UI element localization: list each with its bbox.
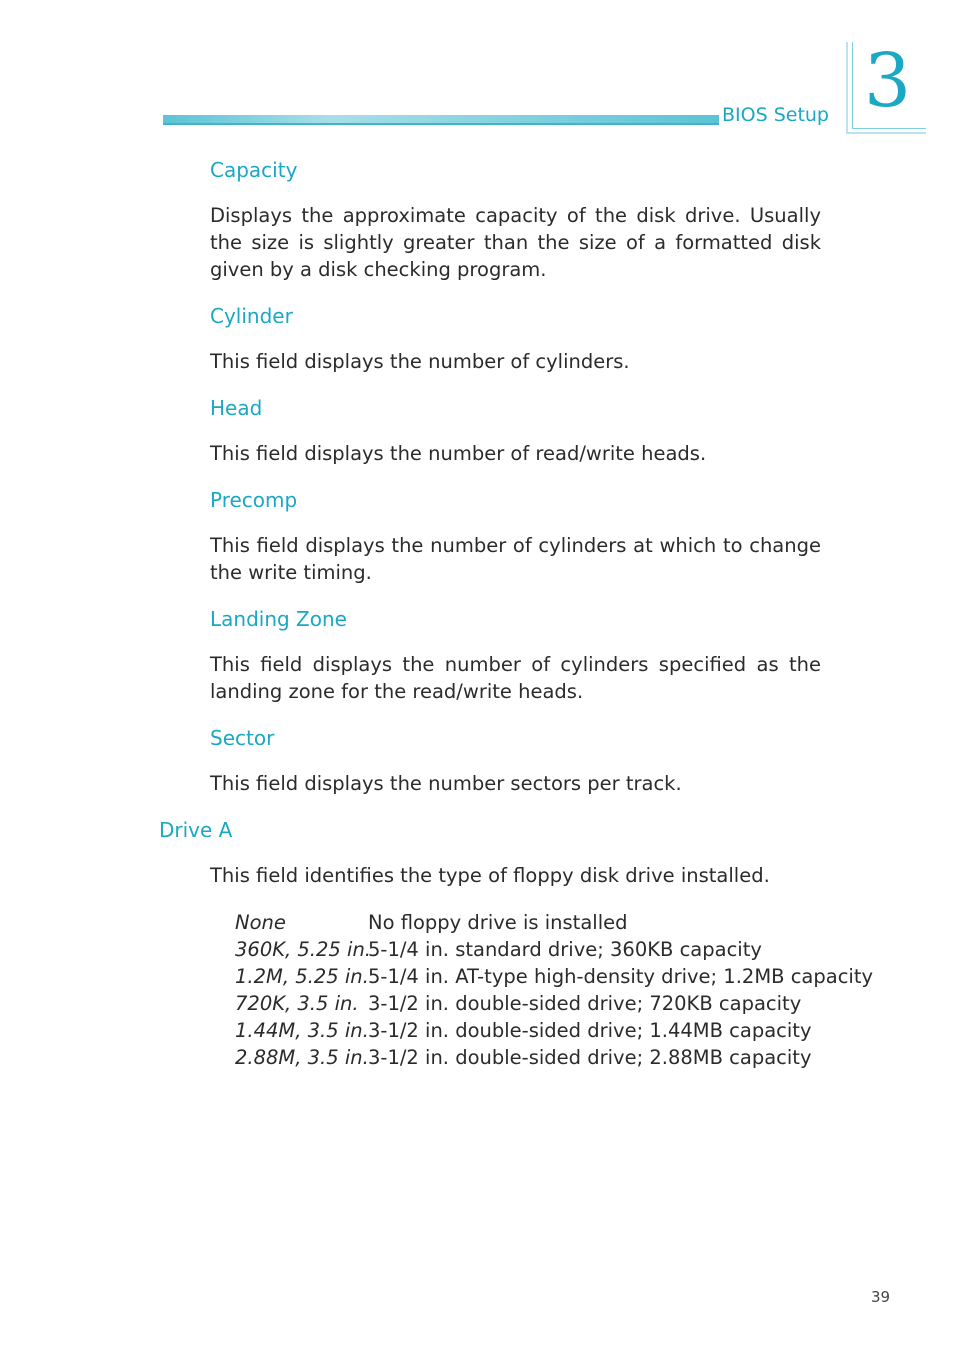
heading-head: Head (210, 396, 263, 420)
paragraph-cylinder: This field displays the number of cylinders. (210, 350, 630, 373)
drive-type-name: 1.44M, 3.5 in. (235, 1019, 369, 1042)
heading-landing-zone: Landing Zone (210, 607, 347, 631)
drive-type-name: None (235, 911, 286, 934)
chapter-frame-line (852, 42, 853, 128)
drive-type-row (235, 1044, 873, 1071)
drive-type-description: 3-1/2 in. double-sided drive; 1.44MB capacity (368, 1019, 812, 1042)
drive-type-table (235, 909, 873, 1071)
drive-type-row (235, 963, 873, 990)
drive-type-row (235, 936, 873, 963)
paragraph-drive-a: This field identifies the type of floppy disk drive installed. (210, 864, 770, 887)
drive-type-row (235, 1017, 873, 1044)
chapter-frame-line (846, 132, 926, 134)
drive-type-name: 720K, 3.5 in. (235, 992, 359, 1015)
heading-capacity: Capacity (210, 158, 298, 182)
heading-drive-a: Drive A (159, 818, 233, 842)
paragraph-head: This field displays the number of read/write heads. (210, 442, 707, 465)
drive-type-description: 3-1/2 in. double-sided drive; 720KB capacity (368, 992, 802, 1015)
paragraph-capacity: Displays the approximate capacity of the disk drive. Usually the size is slightly greater than the size of a formatted disk given by a disk checking program. (210, 204, 821, 281)
paragraph-landing-zone: This field displays the number of cylinders specified as the landing zone for the read/write heads. (210, 653, 821, 703)
drive-type-name: 1.2M, 5.25 in. (235, 965, 369, 988)
page-number: 39 (871, 1288, 891, 1306)
drive-type-row (235, 909, 873, 936)
drive-type-description: 5-1/4 in. standard drive; 360KB capacity (368, 938, 762, 961)
heading-precomp: Precomp (210, 488, 298, 512)
paragraph-precomp: This field displays the number of cylinders at which to change the write timing. (210, 534, 821, 584)
chapter-tab (846, 38, 926, 134)
heading-cylinder: Cylinder (210, 304, 293, 328)
heading-sector: Sector (210, 726, 275, 750)
header-rule (163, 115, 719, 125)
paragraph-sector: This field displays the number sectors per track. (210, 772, 682, 795)
chapter-number: 3 (864, 38, 912, 124)
drive-type-description: 3-1/2 in. double-sided drive; 2.88MB capacity (368, 1046, 812, 1069)
drive-type-description: No floppy drive is installed (368, 911, 628, 934)
drive-type-name: 360K, 5.25 in. (235, 938, 371, 961)
chapter-frame-line (846, 42, 848, 134)
running-header: BIOS Setup (722, 104, 829, 126)
chapter-frame-line (852, 128, 926, 129)
drive-type-row (235, 990, 873, 1017)
drive-type-name: 2.88M, 3.5 in. (235, 1046, 369, 1069)
drive-type-description: 5-1/4 in. AT-type high-density drive; 1.2MB capacity (368, 965, 874, 988)
